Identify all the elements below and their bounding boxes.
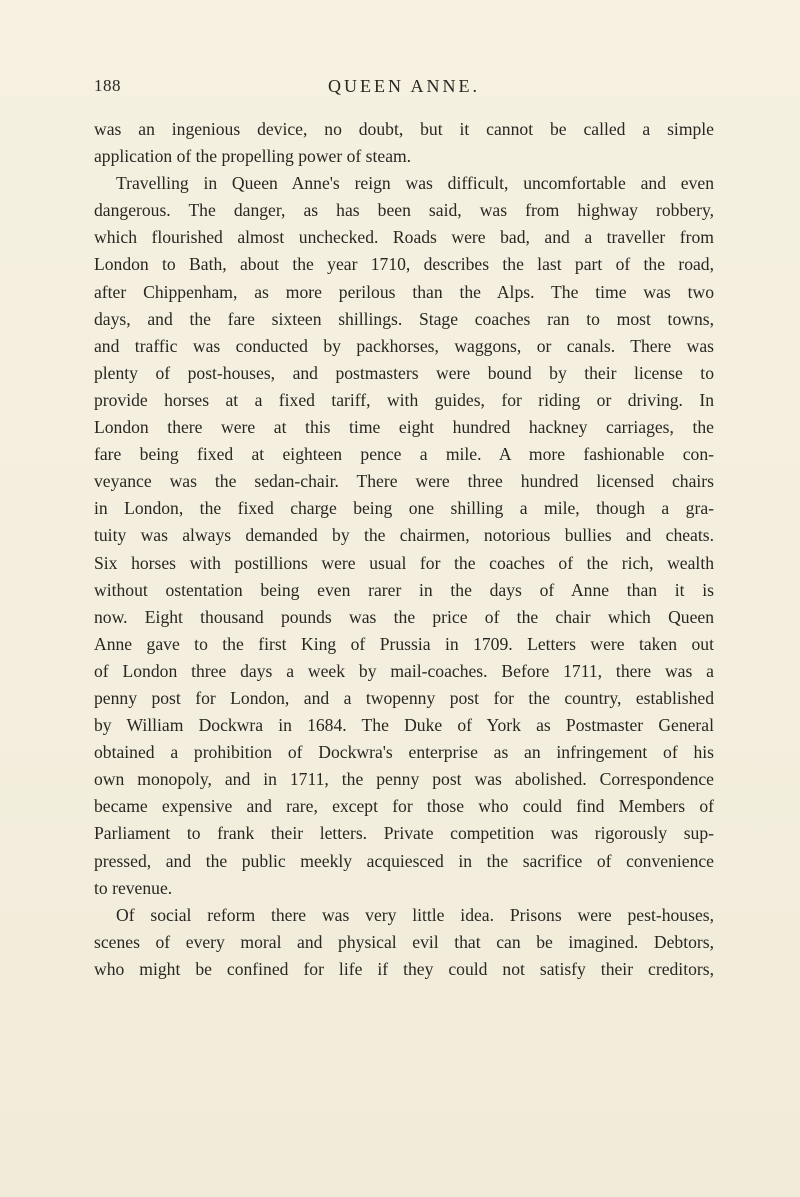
- text-line: Parliament to frank their letters. Private competition was rigorously sup-: [94, 823, 714, 844]
- text-line: Of social reform there was very little idea. Prisons were pest-houses,: [116, 904, 714, 925]
- text-line: who might be confined for life if they could not satisfy their creditors,: [94, 958, 714, 979]
- text-line: pressed, and the public meekly acquiesced in the sacrifice of convenience: [94, 850, 714, 871]
- text-line: fare being fixed at eighteen pence a mile. A more fashionable con-: [94, 444, 714, 465]
- page-header: [94, 76, 714, 106]
- text-line: application of the propelling power of steam.: [94, 146, 412, 167]
- text-line: penny post for London, and a twopenny post for the country, established: [94, 687, 714, 708]
- text-line: veyance was the sedan-chair. There were three hundred licensed chairs: [94, 471, 714, 492]
- text-line: in London, the fixed charge being one shilling a mile, though a gra-: [94, 498, 714, 519]
- text-line: London there were at this time eight hundred hackney carriages, the: [94, 417, 714, 438]
- text-line: days, and the fare sixteen shillings. Stage coaches ran to most towns,: [94, 308, 714, 329]
- text-line: and traffic was conducted by packhorses, waggons, or canals. There was: [94, 335, 714, 356]
- text-line: Anne gave to the first King of Prussia in 1709. Letters were taken out: [94, 633, 714, 654]
- running-title: QUEEN ANNE.: [328, 76, 480, 96]
- text-line: plenty of post-houses, and postmasters were bound by their license to: [94, 362, 714, 383]
- text-line: dangerous. The danger, as has been said, was from highway robbery,: [94, 200, 714, 221]
- text-line: London to Bath, about the year 1710, describes the last part of the road,: [94, 254, 714, 275]
- text-line: without ostentation being even rarer in the days of Anne than it is: [94, 579, 714, 600]
- body-text: [94, 116, 714, 983]
- page-number: 188: [94, 76, 121, 95]
- text-line: after Chippenham, as more perilous than the Alps. The time was two: [94, 281, 714, 302]
- text-line: of London three days a week by mail-coaches. Before 1711, there was a: [94, 660, 714, 681]
- text-line: became expensive and rare, except for those who could find Members of: [94, 796, 714, 817]
- text-line: Six horses with postillions were usual for the coaches of the rich, wealth: [94, 552, 714, 573]
- text-line: Travelling in Queen Anne's reign was difficult, uncomfortable and even: [116, 173, 714, 194]
- text-line: provide horses at a fixed tariff, with guides, for riding or driving. In: [94, 389, 714, 410]
- text-line: scenes of every moral and physical evil that can be imagined. Debtors,: [94, 931, 714, 952]
- text-line: which flourished almost unchecked. Roads were bad, and a traveller from: [94, 227, 714, 248]
- text-line: was an ingenious device, no doubt, but it cannot be called a simple: [94, 119, 714, 139]
- text-line: own monopoly, and in 1711, the penny post was abolished. Correspondence: [94, 769, 714, 790]
- text-line: tuity was always demanded by the chairmen, notorious bullies and cheats.: [94, 525, 714, 546]
- text-line: to revenue.: [94, 877, 173, 898]
- text-line: by William Dockwra in 1684. The Duke of York as Postmaster General: [94, 715, 714, 736]
- text-line: now. Eight thousand pounds was the price of the chair which Queen: [94, 606, 714, 627]
- text-line: obtained a prohibition of Dockwra's enterprise as an infringement of his: [94, 742, 714, 763]
